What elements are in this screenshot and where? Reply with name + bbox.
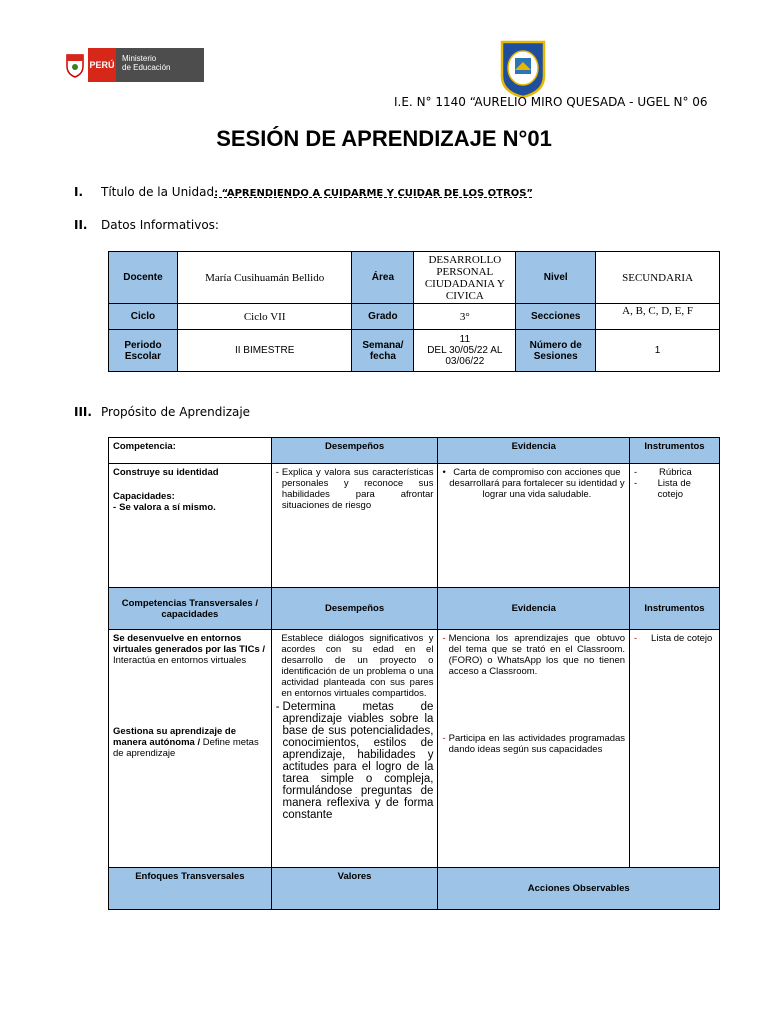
section-datos: II. Datos Informativos: bbox=[74, 218, 219, 232]
area-value: DESARROLLO PERSONAL CIUDADANIA Y CIVICA bbox=[414, 252, 516, 304]
acciones-header: Acciones Observables bbox=[438, 868, 720, 910]
semana-label: Semana/ fecha bbox=[352, 330, 414, 372]
ciclo-label: Ciclo bbox=[109, 304, 178, 330]
ciclo-value: Ciclo VII bbox=[177, 304, 352, 330]
datos-informativos-table bbox=[108, 251, 720, 372]
desempeno-cell: - Explica y valora sus características personales y reconoce sus habilidades para afrontar situaciones de riesgo bbox=[271, 464, 438, 588]
peru-label: PERÚ bbox=[88, 48, 116, 82]
desempeno-tic: Establece diálogos significativos y acordes con su edad en el desarrollo de un proyecto o identificación de un problema o una actividad planteada con sus pares en entornos virtuales compartidos. bbox=[281, 633, 434, 699]
desempeno-value: Explica y valora sus características personales y reconoce sus habilidades para afrontar situaciones de riesgo bbox=[281, 467, 434, 511]
competencia-value: Construye su identidad bbox=[113, 467, 219, 478]
secciones-value: A, B, C, D, E, F bbox=[596, 304, 720, 330]
num-sesiones-value: 1 bbox=[596, 330, 720, 372]
peru-shield-icon bbox=[62, 48, 88, 82]
grado-label: Grado bbox=[352, 304, 414, 330]
school-crest-icon bbox=[498, 40, 548, 98]
ministerio-logo bbox=[62, 48, 204, 82]
auto-competencia: Gestiona su aprendizaje de manera autónoma / bbox=[113, 726, 237, 748]
competencia-header: Competencia: bbox=[109, 438, 272, 464]
secciones-label: Secciones bbox=[516, 304, 596, 330]
tic-capacidad: Interactúa en entornos virtuales bbox=[113, 655, 247, 666]
instrumentos-header-2: Instrumentos bbox=[630, 588, 720, 630]
nivel-value: SECUNDARIA bbox=[596, 252, 720, 304]
evidencia-tic: Menciona los aprendizajes que obtuvo del tema que se trató en el Classroom. (FORO) o WhatsApp los que no tienen acceso a Classroom. bbox=[448, 633, 626, 677]
desempeno-transversal-cell: Establece diálogos significativos y acordes con su edad en el desarrollo de un proyecto o identificación de un problema o una actividad planteada con sus pares en entornos virtuales compartidos. - Determina metas de aprendizaje viables sobre la base de sus potencialidades, conocimientos, estilos de aprendizaje, habilidades y actitudes para el logro de la tarea simple o compleja, formulándose preguntas de manera reflexiva y de forma constante bbox=[271, 630, 438, 868]
evidencia-header: Evidencia bbox=[438, 438, 630, 464]
auto-capacidad: Define metas de aprendizaje bbox=[113, 737, 259, 759]
semana-value: 11 DEL 30/05/22 AL 03/06/22 bbox=[414, 330, 516, 372]
docente-label: Docente bbox=[109, 252, 178, 304]
capacidades-label: Capacidades: bbox=[113, 491, 175, 502]
desempeno-auto: Determina metas de aprendizaje viables sobre la base de sus potencialidades, conocimientos, estilos de aprendizaje, habilidades y actitudes para el logro de la tarea simple o compleja, formulándose preguntas de manera reflexiva y de forma constante bbox=[282, 701, 434, 821]
tic-competencia: Se desenvuelve en entornos virtuales generados por las TICs / bbox=[113, 633, 266, 655]
capacidad-value: Se valora a sí mismo. bbox=[119, 502, 216, 513]
instrumento-transversal: Lista de cotejo bbox=[651, 633, 713, 644]
transversal-header: Competencias Transversales / capacidades bbox=[109, 588, 272, 630]
section-unit-title: I. Título de la Unidad: “APRENDIENDO A CUIDARME Y CUIDAR DE LOS OTROS” bbox=[74, 185, 533, 199]
transversal-cell bbox=[109, 630, 272, 868]
num-sesiones-label: Número de Sesiones bbox=[516, 330, 596, 372]
grado-value: 3° bbox=[414, 304, 516, 330]
instrumentos-cell: - Rúbrica - Lista de cotejo bbox=[630, 464, 720, 588]
instrumento-2: Lista de cotejo bbox=[657, 478, 691, 500]
desempenos-header: Desempeños bbox=[271, 438, 438, 464]
evidencia-transversal-cell: - Menciona los aprendizajes que obtuvo del tema que se trató en el Classroom. (FORO) o WhatsApp los que no tienen acceso a Classroom. - Participa en las actividades programadas dando ideas según sus capacidades bbox=[438, 630, 630, 868]
valores-header: Valores bbox=[271, 868, 438, 910]
evidencia-header-2: Evidencia bbox=[438, 588, 630, 630]
section-proposito: III. Propósito de Aprendizaje bbox=[74, 405, 251, 419]
periodo-value: II BIMESTRE bbox=[177, 330, 352, 372]
unit-title-value: : “APRENDIENDO A CUIDARME Y CUIDAR DE LOS OTROS” bbox=[214, 188, 533, 199]
institution-name: I.E. N° 1140 “AURELIO MIRO QUESADA - UGEL N° 06 bbox=[394, 95, 708, 109]
periodo-label: Periodo Escolar bbox=[109, 330, 178, 372]
instrumento-1: Rúbrica bbox=[659, 467, 692, 478]
evidencia-value: Carta de compromiso con acciones que desarrollará para fortalecer su identidad y lograr una vida saludable. bbox=[449, 467, 625, 500]
enfoques-header: Enfoques Transversales bbox=[109, 868, 272, 910]
ministerio-label: Ministerio de Educación bbox=[116, 48, 204, 82]
proposito-table bbox=[108, 437, 720, 910]
instrumento-transversal-cell: - Lista de cotejo bbox=[630, 630, 720, 868]
instrumentos-header: Instrumentos bbox=[630, 438, 720, 464]
evidencia-auto: Participa en las actividades programadas dando ideas según sus capacidades bbox=[448, 733, 626, 755]
competencia-cell: Construye su identidad Capacidades: - Se valora a sí mismo. bbox=[109, 464, 272, 588]
area-label: Área bbox=[352, 252, 414, 304]
evidencia-cell: • Carta de compromiso con acciones que desarrollará para fortalecer su identidad y lograr una vida saludable. bbox=[438, 464, 630, 588]
page-title: SESIÓN DE APRENDIZAJE N°01 bbox=[216, 126, 552, 151]
desempenos-header-2: Desempeños bbox=[271, 588, 438, 630]
docente-value: María Cusihuamán Bellido bbox=[177, 252, 352, 304]
nivel-label: Nivel bbox=[516, 252, 596, 304]
